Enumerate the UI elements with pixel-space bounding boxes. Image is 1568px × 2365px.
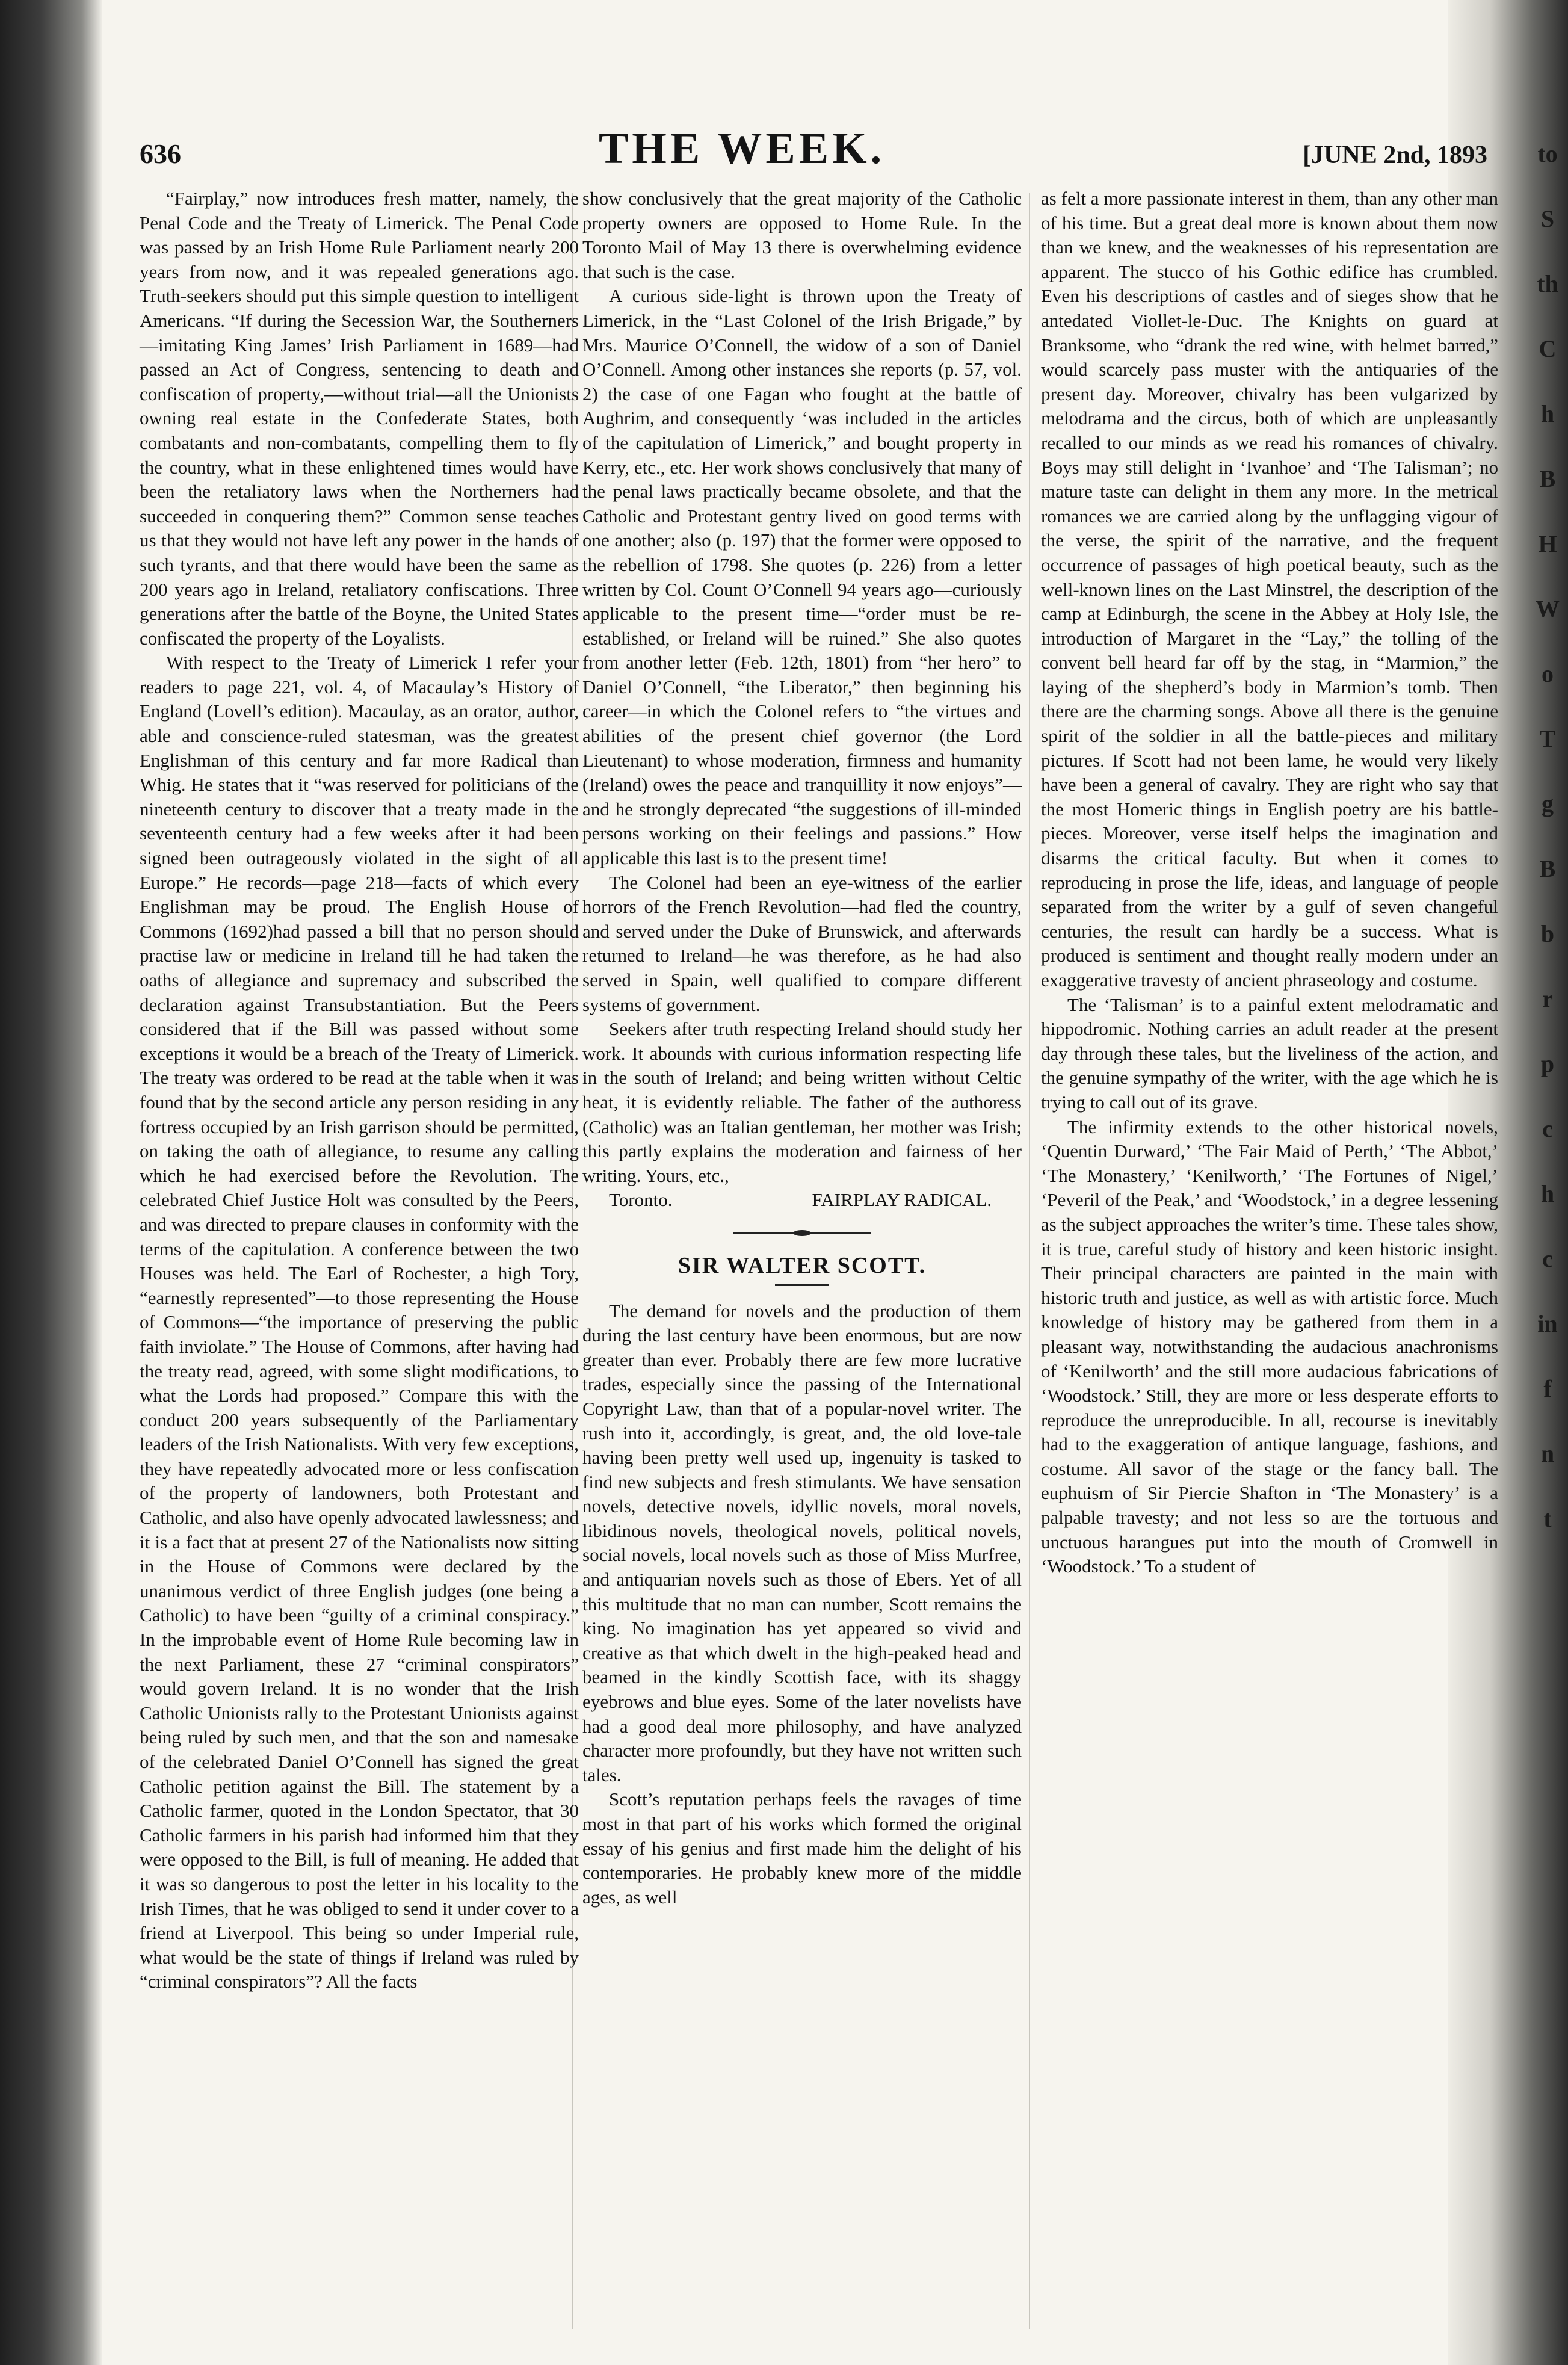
margin-fragment: b — [1540, 920, 1555, 947]
paragraph: With respect to the Treaty of Limerick I refer your readers to page 221, vol. 4, of Macaulay’s History of England (Lovell’s edition). Macaulay, as an orator, author, able and conscience-ruled statesman, was the greatest Englishman of this century and far more Radical than Whig. He states that it “was reserved for politicians of the nineteenth century to discover that a treaty made in the seventeenth century had a few weeks after it had been signed been outrageously violated in the sight of all Europe.” He records—page 218—facts of which every Englishman may be proud. The English House of Commons (1692)had passed a bill that no person should practise law or medicine in Ireland till he had taken the oaths of allegiance and supremacy and subscribed the declaration against Transubstantiation. But the Peers considered that if the Bill was passed without some exceptions it would be a breach of the Treaty of Limerick. The treaty was ordered to be read at the table when it was found that by the second article any person residing in any fortress occupied by an Irish garrison should be permitted, on taking the oath of allegiance, to resume any calling which he had exercised before the Revolution. The celebrated Chief Justice Holt was consulted by the Peers, and was directed to prepare clauses in conformity with the terms of the capitulation. A conference between the two Houses was held. The Earl of Rochester, a high Tory, “earnestly represented”—to those representing the House of Commons—“the importance of preserving the public faith inviolate.” The House of Commons, after having had the treaty read, agreed, with some slight modifications, to what the Lords had proposed.” Compare this with the conduct 200 years subsequently of the Parliamentary leaders of the Irish Nationalists. With very few exceptions, they have repeatedly advocated more or less confiscation of the property of landowners, both Protestant and Catholic, and also have openly advocated lawlessness; and it is a fact that at present 27 of the Nationalists now sitting in the House of Commons were declared by the unanimous verdict of three English judges (one being a Catholic) to have been “guilty of a criminal conspiracy.” In the improbable event of Home Rule becoming law in the next Parliament, these 27 “criminal conspirators” would govern Ireland. It is no wonder that the Irish Catholic Unionists rally to the Protestant Unionists against being ruled by such men, and that the son and namesake of the celebrated Daniel O’Connell has signed the great Catholic petition against the Bill. The statement by a Catholic farmer, quoted in the London Spectator, that 30 Catholic farmers in his parish had informed him that they were opposed to the Bill, is full of meaning. He added that it was so dangerous to post the letter in his locality to the Irish Times, that he was obliged to send it under cover to a friend at Liverpool. This being so under Imperial rule, what would be the state of things if Ireland was ruled by “criminal conspirators”? All the facts — [140, 652, 579, 1992]
margin-fragment: in — [1537, 1310, 1558, 1337]
margin-fragment: T — [1539, 725, 1556, 752]
margin-fragment: n — [1540, 1440, 1555, 1467]
letter-signoff — [582, 1188, 1022, 1213]
margin-fragment: B — [1539, 465, 1556, 492]
margin-fragment: H — [1538, 530, 1557, 557]
masthead-title: THE WEEK. — [598, 124, 886, 173]
paragraph: The infirmity extends to the other historical novels, ‘Quentin Durward,’ ‘The Fair Maid of Perth,’ ‘The Abbot,’ ‘The Monastery,’ ‘Kenilworth,’ ‘The Fortunes of Nigel,’ ‘Peveril of the Peak,’ and ‘Woodstock,’ in a degree lessening as the subject approaches the writer’s time. These tales show, it is true, careful study of history and keen historic insight. Their principal characters are painted in the main with historic truth and justice, as well as with artistic force. Much knowledge of history may be gathered from them in a pleasant way, notwithstanding the audacious anachronisms of ‘Kenilworth’ and the still more audacious fabrications of ‘Woodstock.’ Still, they are more or less desperate efforts to reproduce the unreproducible. In all, recourse is inevitably had to the exaggeration of antique language, fashions, and costume. All savor of the stage or the fancy ball. The euphuism of Sir Piercie Shafton in ‘The Monastery’ is a palpable travesty; and not less so are the tortuous and unctuous harangues put into the mouth of Cromwell in ‘Woodstock.’ To a student of — [1041, 1116, 1498, 1577]
column-2 — [582, 187, 1022, 1909]
paragraph: as felt a more passionate interest in them, than any other man of his time. But a great deal more is known about them now than we knew, and the weaknesses of his representation are apparent. The stucco of his Gothic edifice has crumbled. Even his descriptions of castles and of sieges show that he antedated Viollet-le-Duc. The Knights on guard at Branksome, who “drank the red wine, with helmet barred,” would scarcely pass muster with the antiquaries of the present day. Moreover, chivalry has been vulgarized by melodrama and the circus, both of which are unpleasantly recalled to our minds as we read his romances of chivalry. Boys may still delight in ‘Ivanhoe’ and ‘The Talisman’; no mature taste can delight in them any more. In the metrical romances we are carried along by the unflagging vigour of the verse, the spirit of the narrative, and the frequent occurrence of passages of high poetical beauty, such as the well-known lines on the Last Minstrel, the description of the camp at Edinburgh, the scene in the Abbey at Holy Isle, the introduction of Margaret in the “Lay,” the tolling of the convent bell heard far off by the stag, in “Marmion,” the laying of the shepherd’s body in Marmion’s tomb. Then there are the charming songs. Above all there is the genuine spirit of the soldier in all the battle-pieces and military pictures. If Scott had not been lame, he would very likely have been a general of cavalry. They are right who say that the most Homeric things in English poetry are his battle-pieces. Moreover, verse itself helps the imagination and disarms the critical faculty. But when it comes to reproducing in prose the life, ideas, and language of people separated from the writer by a gulf of seven changeful centuries, the result can hardly be a success. What is produced is sentiment and thought really modern under an exaggerative travesty of ancient phraseology and costume. — [1041, 188, 1498, 991]
margin-fragment: c — [1542, 1245, 1553, 1272]
margin-fragment: f — [1543, 1375, 1552, 1402]
margin-fragment: t — [1543, 1505, 1552, 1532]
column-divider — [1029, 193, 1030, 2329]
margin-fragment: p — [1540, 1050, 1555, 1077]
article-title: SIR WALTER SCOTT. — [678, 1252, 927, 1278]
column-1 — [140, 187, 579, 1994]
paragraph: “Fairplay,” now introduces fresh matter, namely, the Penal Code and the Treaty of Limerick. The Penal Code was passed by an Irish Home Rule Parliament nearly 200 years from now, and it was repealed generations ago. Truth-seekers should put this simple question to intelligent Americans. “If during the Secession War, the Southerners—imitating King James’ Irish Parliament in 1689—had passed an Act of Congress, sentencing to death and confiscation of property,—without trial—all the Unionists owning real estate in the Confederate States, both combatants and non-combatants, compelling them to fly the country, what in these enlightened times would have been the retaliatory laws when the Northerners had succeeded in conquering them?” Common sense teaches us that they would not have left any power in the hands of such tyrants, and that there would have been the same as 200 years ago in Ireland, retaliatory confiscations. Three generations after the battle of the Boyne, the United States confiscated the property of the Loyalists. — [140, 188, 579, 649]
margin-fragment: h — [1540, 400, 1555, 427]
margin-fragment: C — [1539, 335, 1557, 362]
margin-fragment: r — [1542, 985, 1553, 1012]
paragraph: A curious side-light is thrown upon the Treaty of Limerick, in the “Last Colonel of the Irish Brigade,” by Mrs. Maurice O’Connell, the widow of a son of Daniel O’Connell. Among other instances she reports (p. 57, vol. 2) the case of one Fagan who fought at the battle of Aughrim, and consequently ‘was included in the articles of the capitulation of Limerick,” and bought property in Kerry, etc., etc. Her work shows conclusively that many of the penal laws practically became obsolete, and that the Catholic and Protestant gentry lived on good terms with one another; also (p. 197) that the former were opposed to the rebellion of 1798. She quotes (p. 226) from a letter written by Col. Count O’Connell 94 years ago—curiously applicable to the present time—“order must be re-established, or Ireland will be ruined.” She also quotes from another letter (Feb. 12th, 1801) from “her hero” to Daniel O’Connell, “the Liberator,” then beginning his career—in which the Colonel refers to “the virtues and abilities of the present chief governor (the Lord Lieutenant) to whose moderation, firmness and humanity (Ireland) owes the peace and tranquillity it now enjoys”—and he strongly deprecated “the suggestions of ill-minded persons working on their feelings and passions.” How applicable this last is to the present time! — [582, 285, 1022, 869]
margin-fragment: B — [1539, 855, 1556, 882]
column-3 — [1041, 187, 1498, 1579]
page-header — [140, 123, 1487, 178]
paragraph: The Colonel had been an eye-witness of the earlier horrors of the French Revolution—had fled the country, and served under the Duke of Brunswick, and afterwards returned to Ireland—he was therefore, as he had also served in Spain, well qualified to compare different systems of government. — [582, 871, 1022, 1015]
margin-fragment: h — [1540, 1180, 1555, 1207]
margin-fragment: g — [1542, 790, 1554, 817]
signoff-name: FAIRPLAY RADICAL. — [812, 1189, 992, 1211]
paragraph: show conclusively that the great majority of the Catholic property owners are opposed to Home Rule. In the Toronto Mail of May 13 there is overwhelming evidence that such is the case. — [582, 188, 1022, 282]
margin-fragment: to — [1537, 140, 1558, 167]
paragraph: Scott’s reputation perhaps feels the ravages of time most in that part of his works which formed the original essay of his genius and first made him the delight of his contemporaries. He probably knew more of the middle ages, as well — [582, 1788, 1022, 1908]
title-rule — [775, 1284, 829, 1286]
left-binding-shadow — [0, 0, 102, 2365]
signoff-place: Toronto. — [609, 1189, 673, 1211]
margin-fragment: o — [1542, 660, 1554, 687]
margin-fragment: S — [1540, 205, 1555, 232]
ornamental-rule — [582, 1226, 1022, 1241]
page-number: 636 — [140, 138, 181, 169]
margin-fragment: th — [1537, 270, 1558, 297]
adjacent-page-fragments — [1532, 138, 1563, 1535]
margin-fragment: W — [1536, 595, 1560, 622]
margin-fragment: c — [1542, 1115, 1553, 1142]
issue-date: [JUNE 2nd, 1893 — [1303, 141, 1487, 169]
paragraph: Seekers after truth respecting Ireland should study her work. It abounds with curious information respecting life in the south of Ireland; and being written without Celtic heat, it is evidently reliable. The father of the authoress (Catholic) was an Italian gentleman, her mother was Irish; this partly explains the moderation and fairness of her writing. Yours, etc., — [582, 1018, 1022, 1186]
paragraph: The ‘Talisman’ is to a painful extent melodramatic and hippodromic. Nothing carries an adult reader at the present day through these tales, but the liveliness of the action, and the genuine sympathy of the writer, with the age which he is trying to call out of its grave. — [1041, 994, 1498, 1113]
paragraph: The demand for novels and the production of them during the last century have been enormous, but are now greater than ever. Probably there are few more lucrative trades, especially since the passing of the International Copyright Law, than that of a popular-novel writer. The rush into it, accordingly, is great, and, the old love-tale having been pretty well used up, ingenuity is tasked to find new subjects and fresh stimulants. We have sensation novels, detective novels, idyllic novels, moral novels, libidinous novels, theological novels, political novels, social novels, local novels such as those of Miss Murfree, and antiquarian novels such as those of Ebers. Yet of all this multitude that no man can number, Scott remains the king. No imagination has yet appeared so vivid and creative as that which dwelt in the high-peaked head and beamed in the kindly Scottish face, with its shaggy eyebrows and blue eyes. Some of the later novelists have had a good deal more philosophy, and have analyzed character more profoundly, but they have not written such tales. — [582, 1300, 1022, 1785]
